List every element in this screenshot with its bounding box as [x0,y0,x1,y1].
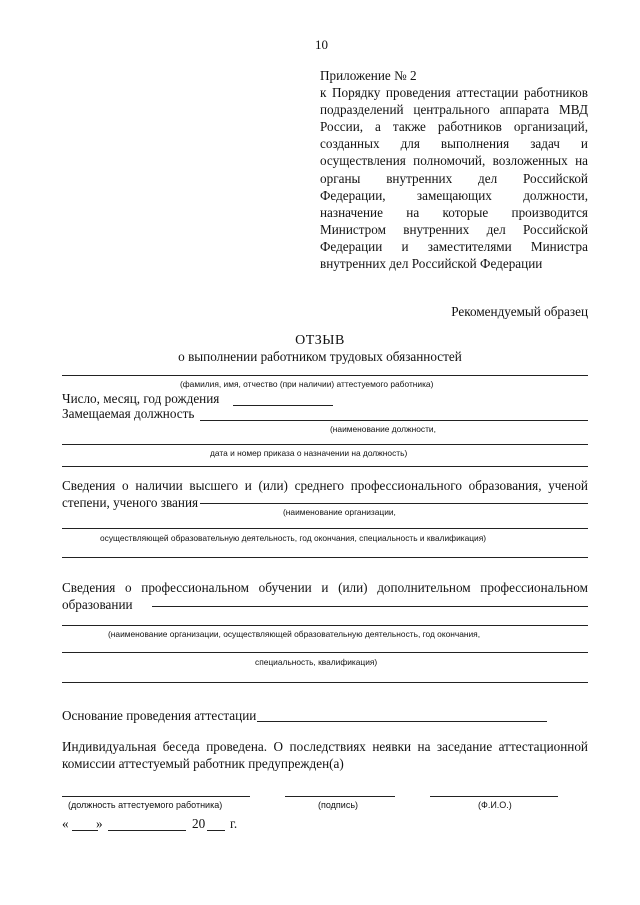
basis-line[interactable] [257,721,547,722]
training-line[interactable] [152,606,588,607]
recommended-sample-label: Рекомендуемый образец [451,304,588,319]
education-paragraph [62,477,588,511]
education-org-detail-caption: осуществляющей образовательную деятельность, год окончания, специальность и квалификация) [100,533,487,543]
training-paragraph [62,579,588,613]
appendix-text: к Порядку проведения аттестации работников подразделений центрального аппарата МВД России, а также работников организаций, созданных для выполнения задач и осуществления полномочий, возложенных на органы внутренних дел Российской Федерации, замещающих должности, назначение на которые производится Министром внутренних дел Российской Федерации и заместителями Министра внутренних дел Российской Федерации [320,85,588,272]
sig-position-line[interactable] [62,796,250,797]
training-caption-2: специальность, квалификация) [255,657,378,667]
fio-line[interactable] [62,375,588,376]
sig-name-line[interactable] [430,796,558,797]
sig-position-caption: (должность аттестуемого работника) [68,800,223,810]
date-month-line[interactable] [108,830,186,831]
interview-text: Индивидуальная беседа проведена. О последствиях неявки на заседание аттестационной комиссии аттестуемый работник предупрежден(а) [62,739,588,771]
training-detail-line[interactable] [62,652,588,653]
form-subtitle: о выполнении работником трудовых обязанностей [178,349,462,364]
sig-signature-line[interactable] [285,796,395,797]
position-extra-line[interactable] [62,466,588,467]
training-text: Сведения о профессиональном обучении и (или) дополнительном профессиональном образовании [62,580,588,612]
date-year-prefix: 20 [192,816,206,831]
training-org-line[interactable] [62,625,588,626]
education-extra-line[interactable] [62,557,588,558]
page-number: 10 [315,37,328,52]
education-org-line[interactable] [62,528,588,529]
order-caption: дата и номер приказа о назначении на должность) [210,448,408,458]
basis-label: Основание проведения аттестации [62,708,257,723]
date-close-quote: » [96,816,103,831]
training-extra-line[interactable] [62,682,588,683]
birth-date-label: Число, месяц, год рождения [62,391,220,406]
sig-signature-caption: (подпись) [318,800,359,810]
position-caption: (наименование должности, [330,424,436,434]
interview-paragraph [62,738,588,772]
date-open-quote: « [62,816,69,831]
date-year-suffix: г. [230,816,238,831]
education-org-caption: (наименование организации, [283,507,396,517]
fio-caption: (фамилия, имя, отчество (при наличии) аттестуемого работника) [180,379,434,389]
birth-date-line[interactable] [233,405,333,406]
education-line[interactable] [200,503,588,504]
date-day-line[interactable] [72,830,98,831]
education-text: Сведения о наличии высшего и (или) среднего профессионального образования, ученой степени, ученого звания [62,478,588,510]
sig-name-caption: (Ф.И.О.) [478,800,512,810]
order-line[interactable] [62,444,588,445]
appendix-header [320,67,588,272]
appendix-title: Приложение № 2 [320,68,417,83]
form-title: ОТЗЫВ [295,333,345,348]
position-line[interactable] [200,420,588,421]
position-label: Замещаемая должность [62,406,195,421]
date-year-line[interactable] [207,830,225,831]
training-caption-1: (наименование организации, осуществляющей образовательную деятельность, год окончания, [108,629,481,639]
